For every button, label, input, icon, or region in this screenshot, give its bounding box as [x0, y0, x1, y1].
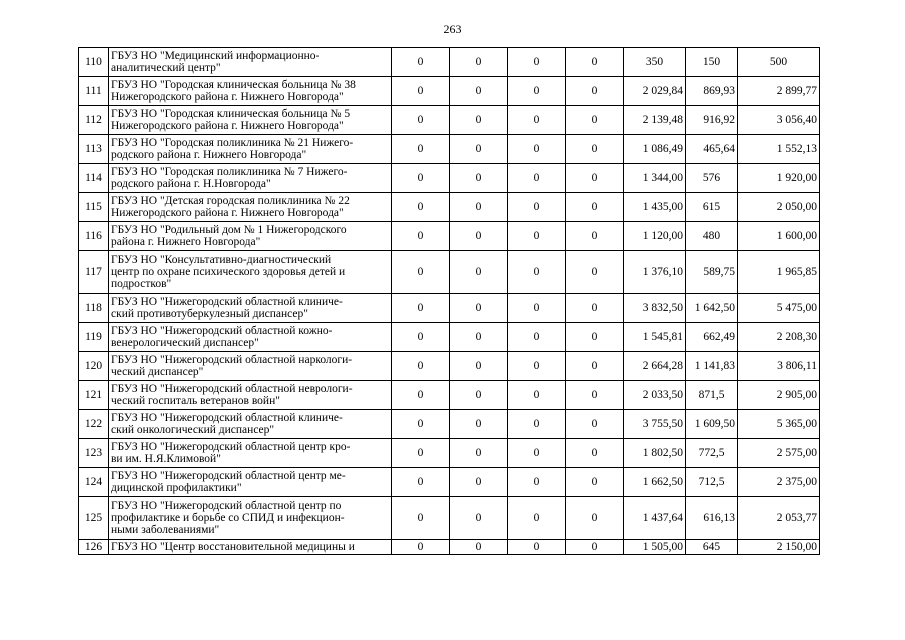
- row-number: 120: [79, 352, 109, 381]
- institution-name: ГБУЗ НО "Медицинский информационно- аналитический центр": [109, 48, 392, 77]
- value-cell: 0: [566, 439, 624, 468]
- value-cell: 0: [450, 48, 508, 77]
- total-cell: 1 920,00: [738, 164, 820, 193]
- value-cell: 1 609,50: [686, 410, 738, 439]
- total-cell: 2 899,77: [738, 77, 820, 106]
- total-cell: 2 375,00: [738, 468, 820, 497]
- institution-name: ГБУЗ НО "Нижегородский областной кожно- венерологический диспансер": [109, 323, 392, 352]
- row-number: 112: [79, 106, 109, 135]
- value-cell: 0: [450, 135, 508, 164]
- value-cell: 0: [392, 352, 450, 381]
- value-cell: 150: [686, 48, 738, 77]
- value-cell: 0: [566, 48, 624, 77]
- value-cell: 0: [566, 410, 624, 439]
- value-cell: 0: [450, 193, 508, 222]
- value-cell: 3 755,50: [624, 410, 686, 439]
- row-number: 115: [79, 193, 109, 222]
- value-cell: 1 141,83: [686, 352, 738, 381]
- table-row: [79, 48, 820, 77]
- value-cell: 712,5: [686, 468, 738, 497]
- row-number: 119: [79, 323, 109, 352]
- table-row: [79, 135, 820, 164]
- row-number: 124: [79, 468, 109, 497]
- institution-name: ГБУЗ НО "Городская поликлиника № 21 Нижего- родского района г. Нижнего Новгорода": [109, 135, 392, 164]
- institution-name: ГБУЗ НО "Нижегородский областной наркологи- ческий диспансер": [109, 352, 392, 381]
- value-cell: 0: [566, 381, 624, 410]
- value-cell: 0: [450, 540, 508, 555]
- value-cell: 3 832,50: [624, 294, 686, 323]
- total-cell: 2 050,00: [738, 193, 820, 222]
- value-cell: 2 664,28: [624, 352, 686, 381]
- value-cell: 480: [686, 222, 738, 251]
- table-row: [79, 439, 820, 468]
- page-number: 263: [443, 22, 462, 36]
- value-cell: 350: [624, 48, 686, 77]
- table-row: [79, 352, 820, 381]
- value-cell: 0: [392, 106, 450, 135]
- value-cell: 0: [450, 439, 508, 468]
- value-cell: 0: [450, 352, 508, 381]
- row-number: 117: [79, 251, 109, 294]
- institution-name: ГБУЗ НО "Нижегородский областной клиниче- ский онкологический диспансер": [109, 410, 392, 439]
- total-cell: 2 905,00: [738, 381, 820, 410]
- value-cell: 0: [450, 164, 508, 193]
- total-cell: 1 600,00: [738, 222, 820, 251]
- row-number: 118: [79, 294, 109, 323]
- total-cell: 3 056,40: [738, 106, 820, 135]
- value-cell: 1 642,50: [686, 294, 738, 323]
- value-cell: 0: [508, 106, 566, 135]
- row-number: 121: [79, 381, 109, 410]
- institution-name: ГБУЗ НО "Центр восстановительной медицины и: [109, 540, 392, 555]
- total-cell: 3 806,11: [738, 352, 820, 381]
- table-row: [79, 497, 820, 540]
- value-cell: 0: [508, 251, 566, 294]
- value-cell: 0: [392, 381, 450, 410]
- value-cell: 1 802,50: [624, 439, 686, 468]
- value-cell: 0: [508, 164, 566, 193]
- table-row: [79, 468, 820, 497]
- value-cell: 1 662,50: [624, 468, 686, 497]
- value-cell: 0: [450, 222, 508, 251]
- value-cell: 0: [566, 106, 624, 135]
- value-cell: 0: [566, 135, 624, 164]
- value-cell: 0: [508, 410, 566, 439]
- value-cell: 0: [566, 222, 624, 251]
- institution-name: ГБУЗ НО "Детская городская поликлиника № 22 Нижегородского района г. Нижнего Новгорода": [109, 193, 392, 222]
- value-cell: 1 086,49: [624, 135, 686, 164]
- budget-table: [78, 47, 820, 555]
- value-cell: 0: [392, 439, 450, 468]
- value-cell: 645: [686, 540, 738, 555]
- institution-name: ГБУЗ НО "Нижегородский областной центр ме- дицинской профилактики": [109, 468, 392, 497]
- value-cell: 0: [392, 77, 450, 106]
- value-cell: 1 545,81: [624, 323, 686, 352]
- value-cell: 0: [392, 323, 450, 352]
- value-cell: 465,64: [686, 135, 738, 164]
- row-number: 116: [79, 222, 109, 251]
- value-cell: 0: [566, 497, 624, 540]
- value-cell: 0: [450, 251, 508, 294]
- value-cell: 0: [392, 135, 450, 164]
- value-cell: 1 437,64: [624, 497, 686, 540]
- institution-name: ГБУЗ НО "Городская клиническая больница № 38 Нижегородского района г. Нижнего Новгорода": [109, 77, 392, 106]
- value-cell: 0: [508, 48, 566, 77]
- value-cell: 2 139,48: [624, 106, 686, 135]
- table-row: [79, 540, 820, 555]
- value-cell: 0: [392, 48, 450, 77]
- value-cell: 0: [392, 468, 450, 497]
- value-cell: 0: [450, 381, 508, 410]
- table-row: [79, 193, 820, 222]
- value-cell: 0: [508, 77, 566, 106]
- institution-name: ГБУЗ НО "Нижегородский областной центр по профилактике и борьбе со СПИД и инфекцион- ными заболеваниями": [109, 497, 392, 540]
- value-cell: 2 029,84: [624, 77, 686, 106]
- table-row: [79, 164, 820, 193]
- value-cell: 772,5: [686, 439, 738, 468]
- institution-name: ГБУЗ НО "Консультативно-диагностический центр по охране психического здоровья детей и подростков": [109, 251, 392, 294]
- value-cell: 0: [566, 294, 624, 323]
- value-cell: 0: [508, 540, 566, 555]
- value-cell: 0: [566, 468, 624, 497]
- value-cell: 0: [508, 497, 566, 540]
- row-number: 111: [79, 77, 109, 106]
- row-number: 110: [79, 48, 109, 77]
- value-cell: 615: [686, 193, 738, 222]
- value-cell: 0: [508, 468, 566, 497]
- table-row: [79, 77, 820, 106]
- value-cell: 0: [392, 540, 450, 555]
- value-cell: 0: [508, 193, 566, 222]
- table-row: [79, 251, 820, 294]
- table-row: [79, 294, 820, 323]
- value-cell: 0: [450, 106, 508, 135]
- row-number: 123: [79, 439, 109, 468]
- table-row: [79, 106, 820, 135]
- total-cell: 2 053,77: [738, 497, 820, 540]
- table-row: [79, 381, 820, 410]
- total-cell: 5 365,00: [738, 410, 820, 439]
- row-number: 122: [79, 410, 109, 439]
- value-cell: 0: [450, 294, 508, 323]
- value-cell: 0: [566, 540, 624, 555]
- value-cell: 0: [566, 164, 624, 193]
- value-cell: 0: [392, 497, 450, 540]
- value-cell: 0: [392, 193, 450, 222]
- value-cell: 0: [508, 439, 566, 468]
- institution-name: ГБУЗ НО "Городская поликлиника № 7 Нижего- родского района г. Н.Новгорода": [109, 164, 392, 193]
- value-cell: 1 120,00: [624, 222, 686, 251]
- value-cell: 0: [508, 323, 566, 352]
- row-number: 126: [79, 540, 109, 555]
- value-cell: 576: [686, 164, 738, 193]
- value-cell: 0: [450, 410, 508, 439]
- value-cell: 871,5: [686, 381, 738, 410]
- value-cell: 0: [508, 135, 566, 164]
- table-row: [79, 323, 820, 352]
- value-cell: 0: [566, 77, 624, 106]
- value-cell: 1 344,00: [624, 164, 686, 193]
- value-cell: 0: [392, 410, 450, 439]
- institution-name: ГБУЗ НО "Нижегородский областной неврологи- ческий госпиталь ветеранов войн": [109, 381, 392, 410]
- value-cell: 0: [450, 497, 508, 540]
- value-cell: 916,92: [686, 106, 738, 135]
- value-cell: 1 435,00: [624, 193, 686, 222]
- table-row: [79, 410, 820, 439]
- value-cell: 1 376,10: [624, 251, 686, 294]
- value-cell: 0: [508, 381, 566, 410]
- value-cell: 0: [392, 294, 450, 323]
- value-cell: 662,49: [686, 323, 738, 352]
- institution-name: ГБУЗ НО "Нижегородский областной центр кро- ви им. Н.Я.Климовой": [109, 439, 392, 468]
- value-cell: 869,93: [686, 77, 738, 106]
- row-number: 114: [79, 164, 109, 193]
- value-cell: 0: [392, 222, 450, 251]
- value-cell: 0: [450, 77, 508, 106]
- value-cell: 0: [392, 164, 450, 193]
- value-cell: 0: [508, 222, 566, 251]
- value-cell: 0: [508, 294, 566, 323]
- row-number: 125: [79, 497, 109, 540]
- total-cell: 1 965,85: [738, 251, 820, 294]
- value-cell: 0: [566, 193, 624, 222]
- value-cell: 589,75: [686, 251, 738, 294]
- value-cell: 0: [450, 468, 508, 497]
- row-number: 113: [79, 135, 109, 164]
- value-cell: 0: [392, 251, 450, 294]
- total-cell: 1 552,13: [738, 135, 820, 164]
- value-cell: 1 505,00: [624, 540, 686, 555]
- institution-name: ГБУЗ НО "Родильный дом № 1 Нижегородского района г. Нижнего Новгорода": [109, 222, 392, 251]
- total-cell: 500: [738, 48, 820, 77]
- table-row: [79, 222, 820, 251]
- total-cell: 2 575,00: [738, 439, 820, 468]
- value-cell: 0: [566, 352, 624, 381]
- institution-name: ГБУЗ НО "Городская клиническая больница № 5 Нижегородского района г. Нижнего Новгорода": [109, 106, 392, 135]
- institution-name: ГБУЗ НО "Нижегородский областной клиниче- ский противотуберкулезный диспансер": [109, 294, 392, 323]
- value-cell: 0: [450, 323, 508, 352]
- value-cell: 0: [566, 323, 624, 352]
- value-cell: 616,13: [686, 497, 738, 540]
- table-body: [79, 48, 820, 555]
- value-cell: 0: [508, 352, 566, 381]
- total-cell: 5 475,00: [738, 294, 820, 323]
- total-cell: 2 150,00: [738, 540, 820, 555]
- value-cell: 2 033,50: [624, 381, 686, 410]
- value-cell: 0: [566, 251, 624, 294]
- total-cell: 2 208,30: [738, 323, 820, 352]
